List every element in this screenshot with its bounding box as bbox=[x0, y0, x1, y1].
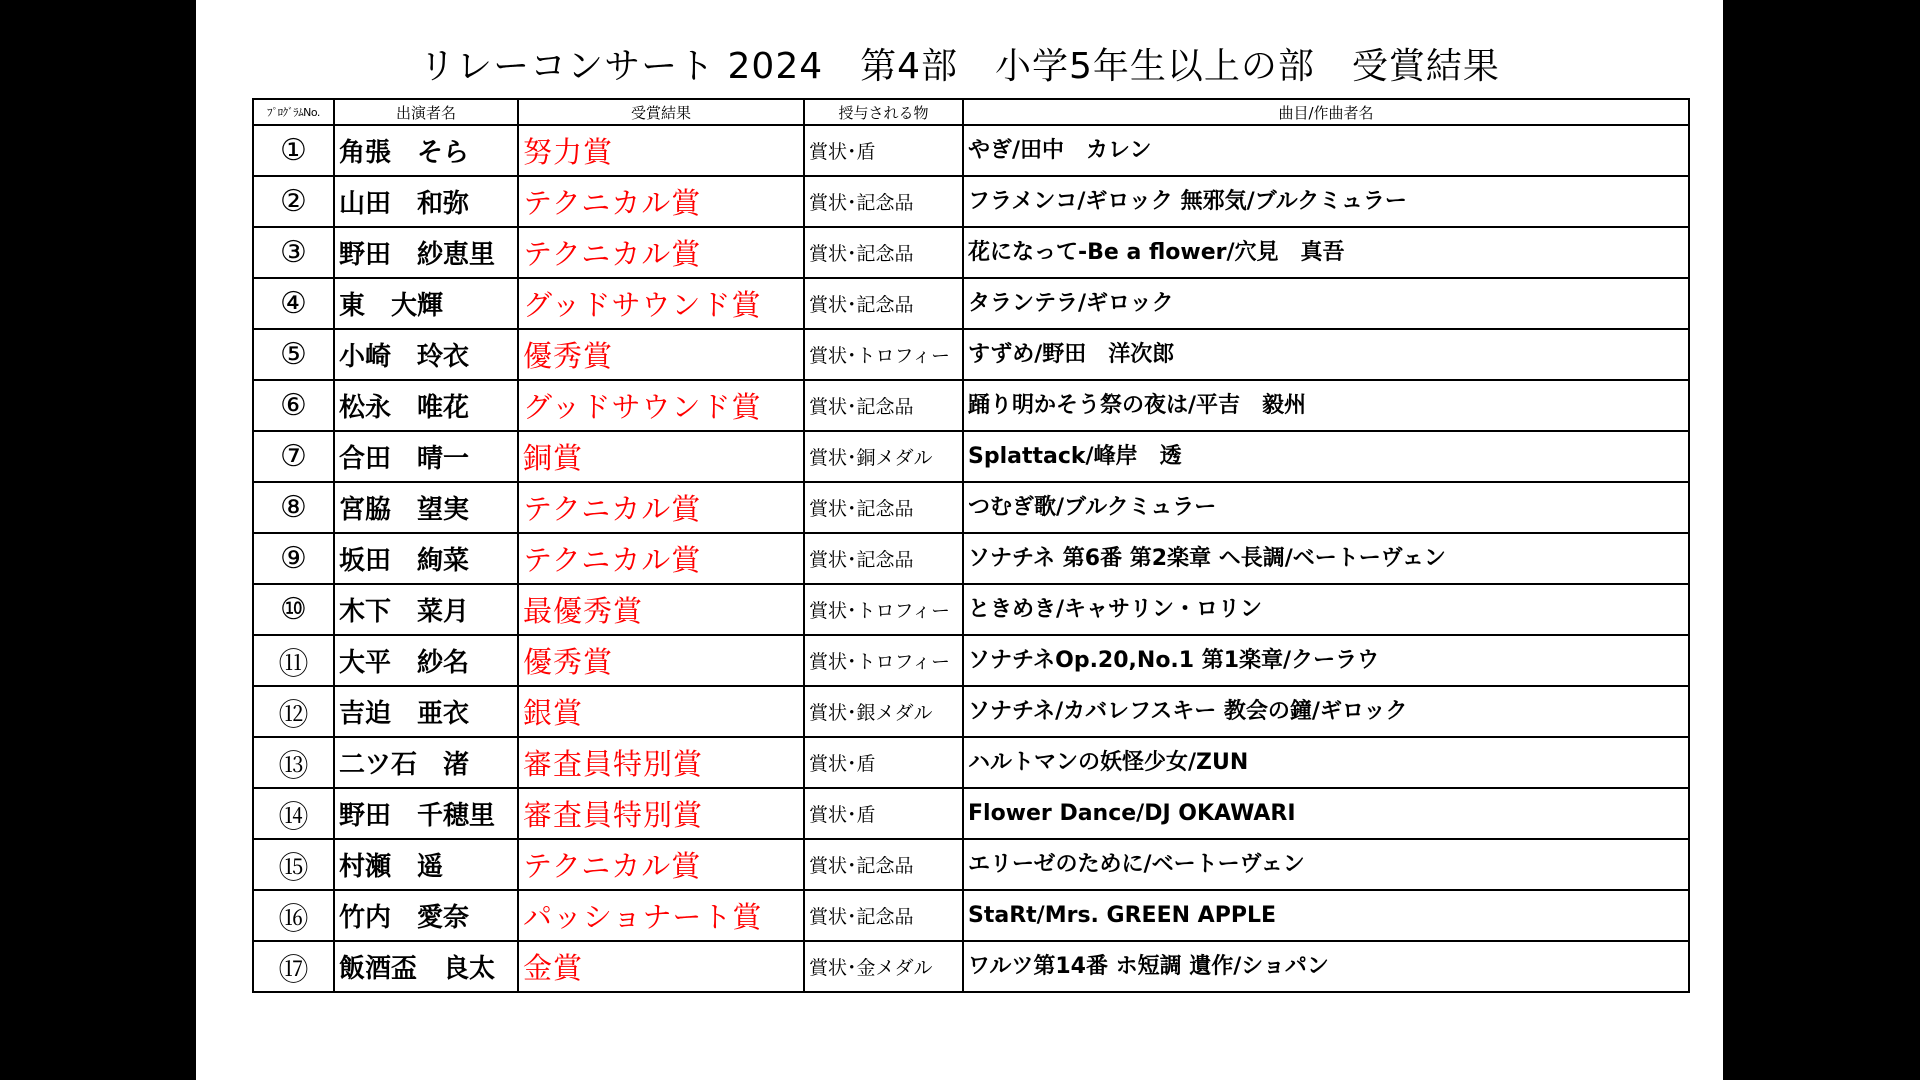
table-row bbox=[253, 635, 1689, 686]
award-item: 賞状･銅メダル bbox=[804, 431, 963, 482]
page-title: リレーコンサート 2024 第4部 小学5年生以上の部 受賞結果 bbox=[419, 46, 1500, 87]
award-item: 賞状･銀メダル bbox=[804, 686, 963, 737]
performer-name: 坂田 絢菜 bbox=[334, 533, 518, 584]
program-number: ④ bbox=[253, 278, 334, 329]
piece-composer: タランテラ/ギロック bbox=[963, 278, 1689, 329]
program-number: ⑩ bbox=[253, 584, 334, 635]
piece-composer: ときめき/キャサリン・ロリン bbox=[963, 584, 1689, 635]
header-program-no: ﾌﾟﾛｸﾞﾗﾑNo. bbox=[253, 99, 334, 125]
award-result: テクニカル賞 bbox=[518, 176, 804, 227]
award-item: 賞状･盾 bbox=[804, 125, 963, 176]
program-number: ⑬ bbox=[253, 737, 334, 788]
piece-composer: フラメンコ/ギロック 無邪気/ブルクミュラー bbox=[963, 176, 1689, 227]
program-number: ② bbox=[253, 176, 334, 227]
table-row bbox=[253, 533, 1689, 584]
award-result: 優秀賞 bbox=[518, 329, 804, 380]
table-row bbox=[253, 278, 1689, 329]
performer-name: 二ツ石 渚 bbox=[334, 737, 518, 788]
performer-name: 小崎 玲衣 bbox=[334, 329, 518, 380]
program-number: ① bbox=[253, 125, 334, 176]
program-number: ⑰ bbox=[253, 941, 334, 992]
piece-composer: ソナチネ 第6番 第2楽章 ヘ長調/ベートーヴェン bbox=[963, 533, 1689, 584]
table-row bbox=[253, 686, 1689, 737]
program-number: ⑭ bbox=[253, 788, 334, 839]
table-row bbox=[253, 329, 1689, 380]
performer-name: 野田 紗恵里 bbox=[334, 227, 518, 278]
table-row bbox=[253, 941, 1689, 992]
award-result: テクニカル賞 bbox=[518, 533, 804, 584]
performer-name: 宮脇 望実 bbox=[334, 482, 518, 533]
award-item: 賞状･記念品 bbox=[804, 380, 963, 431]
header-result: 受賞結果 bbox=[518, 99, 804, 125]
performer-name: 野田 千穂里 bbox=[334, 788, 518, 839]
program-number: ⑨ bbox=[253, 533, 334, 584]
piece-composer: StaRt/Mrs. GREEN APPLE bbox=[963, 890, 1689, 941]
performer-name: 合田 晴一 bbox=[334, 431, 518, 482]
award-result: 努力賞 bbox=[518, 125, 804, 176]
table-row bbox=[253, 176, 1689, 227]
award-item: 賞状･トロフィー bbox=[804, 584, 963, 635]
performer-name: 角張 そら bbox=[334, 125, 518, 176]
award-result: 最優秀賞 bbox=[518, 584, 804, 635]
document-page bbox=[196, 0, 1723, 1080]
table-row bbox=[253, 431, 1689, 482]
award-item: 賞状･記念品 bbox=[804, 482, 963, 533]
award-item: 賞状･盾 bbox=[804, 788, 963, 839]
piece-composer: 踊り明かそう祭の夜は/平吉 毅州 bbox=[963, 380, 1689, 431]
piece-composer: ワルツ第14番 ホ短調 遺作/ショパン bbox=[963, 941, 1689, 992]
award-item: 賞状･盾 bbox=[804, 737, 963, 788]
piece-composer: すずめ/野田 洋次郎 bbox=[963, 329, 1689, 380]
header-performer: 出演者名 bbox=[334, 99, 518, 125]
table-row bbox=[253, 482, 1689, 533]
award-result: テクニカル賞 bbox=[518, 839, 804, 890]
table-row bbox=[253, 839, 1689, 890]
header-piece: 曲目/作曲者名 bbox=[963, 99, 1689, 125]
table-row bbox=[253, 125, 1689, 176]
piece-composer: やぎ/田中 カレン bbox=[963, 125, 1689, 176]
program-number: ⑮ bbox=[253, 839, 334, 890]
award-result: 審査員特別賞 bbox=[518, 788, 804, 839]
award-item: 賞状･記念品 bbox=[804, 890, 963, 941]
table-row bbox=[253, 584, 1689, 635]
award-result: 優秀賞 bbox=[518, 635, 804, 686]
performer-name: 村瀬 遥 bbox=[334, 839, 518, 890]
program-number: ⑥ bbox=[253, 380, 334, 431]
performer-name: 竹内 愛奈 bbox=[334, 890, 518, 941]
table-row bbox=[253, 227, 1689, 278]
piece-composer: ソナチネOp.20,No.1 第1楽章/クーラウ bbox=[963, 635, 1689, 686]
piece-composer: Splattack/峰岸 透 bbox=[963, 431, 1689, 482]
program-number: ⑧ bbox=[253, 482, 334, 533]
piece-composer: Flower Dance/DJ OKAWARI bbox=[963, 788, 1689, 839]
award-item: 賞状･記念品 bbox=[804, 227, 963, 278]
award-item: 賞状･記念品 bbox=[804, 176, 963, 227]
award-item: 賞状･金メダル bbox=[804, 941, 963, 992]
award-result: グッドサウンド賞 bbox=[518, 380, 804, 431]
piece-composer: つむぎ歌/ブルクミュラー bbox=[963, 482, 1689, 533]
performer-name: 松永 唯花 bbox=[334, 380, 518, 431]
performer-name: 木下 菜月 bbox=[334, 584, 518, 635]
program-number: ⑪ bbox=[253, 635, 334, 686]
performer-name: 大平 紗名 bbox=[334, 635, 518, 686]
award-result: グッドサウンド賞 bbox=[518, 278, 804, 329]
piece-composer: エリーゼのために/ベートーヴェン bbox=[963, 839, 1689, 890]
award-item: 賞状･記念品 bbox=[804, 278, 963, 329]
program-number: ⑦ bbox=[253, 431, 334, 482]
award-item: 賞状･記念品 bbox=[804, 533, 963, 584]
piece-composer: ハルトマンの妖怪少女/ZUN bbox=[963, 737, 1689, 788]
performer-name: 東 大輝 bbox=[334, 278, 518, 329]
award-result: 審査員特別賞 bbox=[518, 737, 804, 788]
piece-composer: 花になって-Be a flower/穴見 真吾 bbox=[963, 227, 1689, 278]
program-number: ⑯ bbox=[253, 890, 334, 941]
award-result: 銀賞 bbox=[518, 686, 804, 737]
performer-name: 飯酒盃 良太 bbox=[334, 941, 518, 992]
piece-composer: ソナチネ/カバレフスキー 教会の鐘/ギロック bbox=[963, 686, 1689, 737]
performer-name: 山田 和弥 bbox=[334, 176, 518, 227]
table-row bbox=[253, 890, 1689, 941]
award-result: テクニカル賞 bbox=[518, 227, 804, 278]
award-item: 賞状･記念品 bbox=[804, 839, 963, 890]
award-result: テクニカル賞 bbox=[518, 482, 804, 533]
award-item: 賞状･トロフィー bbox=[804, 329, 963, 380]
award-result: パッショナート賞 bbox=[518, 890, 804, 941]
performer-name: 吉迫 亜衣 bbox=[334, 686, 518, 737]
award-item: 賞状･トロフィー bbox=[804, 635, 963, 686]
header-item: 授与される物 bbox=[804, 99, 963, 125]
program-number: ③ bbox=[253, 227, 334, 278]
program-number: ⑤ bbox=[253, 329, 334, 380]
award-result: 金賞 bbox=[518, 941, 804, 992]
table-row bbox=[253, 380, 1689, 431]
table-row bbox=[253, 788, 1689, 839]
program-number: ⑫ bbox=[253, 686, 334, 737]
header-row bbox=[253, 99, 1689, 125]
results-table bbox=[252, 98, 1690, 993]
award-result: 銅賞 bbox=[518, 431, 804, 482]
table-row bbox=[253, 737, 1689, 788]
